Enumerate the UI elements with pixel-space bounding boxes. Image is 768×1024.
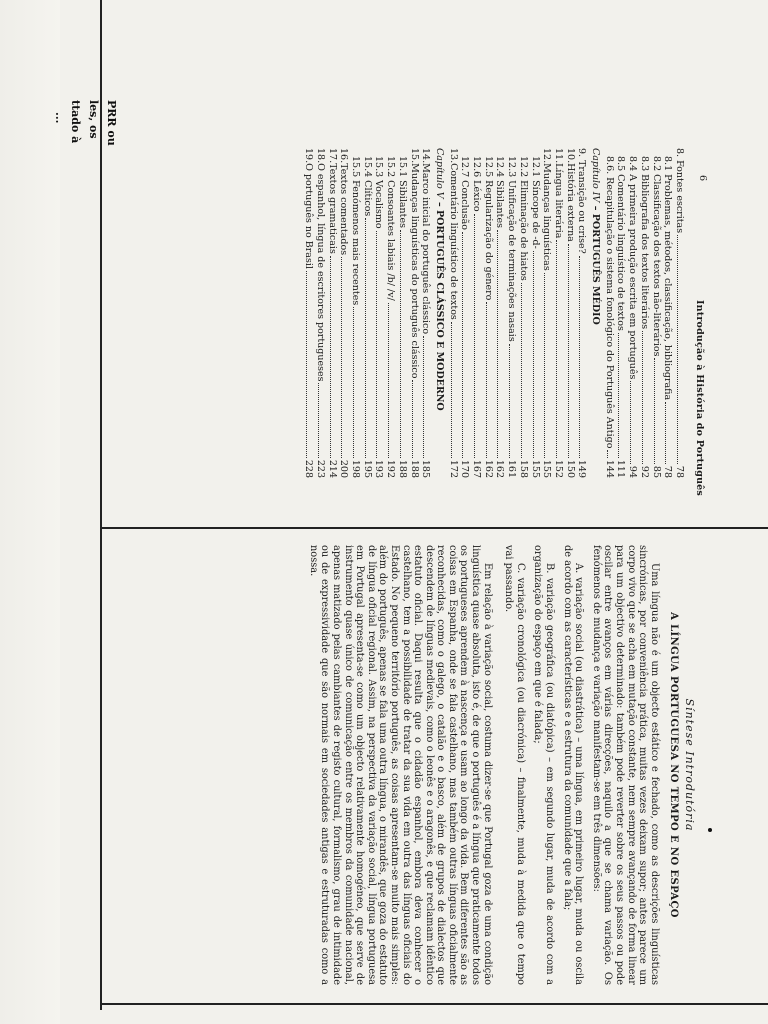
toc-entry xyxy=(505,148,517,478)
toc-entry-page: 228 xyxy=(303,459,315,478)
toc-leader-dots xyxy=(486,302,487,458)
toc-entry-label: 8.2 Classificação dos textos não-literários xyxy=(650,156,662,357)
toc-entry xyxy=(303,148,315,478)
toc-entry-label: 18.O espanhol, língua de escritores portugueses xyxy=(314,148,326,382)
toc-entry-label: 15.1 Sibilantes xyxy=(396,156,408,228)
toc-entry xyxy=(349,148,361,478)
toc-chapter-heading: Capítulo V – PORTUGUÊS CLÁSSICO E MODERNO xyxy=(433,148,445,411)
toc-entry-page: 170 xyxy=(459,459,471,478)
toc-leader-dots xyxy=(630,381,631,464)
toc-entry xyxy=(576,148,588,478)
toc-entry-page: 185 xyxy=(420,459,432,478)
toc-entry xyxy=(626,148,638,478)
adjacent-page-edge xyxy=(0,0,60,1024)
toc-entry-label: 12.Mudanças linguísticas xyxy=(541,148,553,271)
intro-paragraph: C. variação cronológica (ou diacrónica) – finalmente, muda à medida que o tempo vai passando. xyxy=(503,545,526,985)
running-head: Introdução à História do Português xyxy=(694,300,705,496)
toc-entry-label: 11.Língua literária xyxy=(552,148,564,239)
toc-leader-dots xyxy=(330,256,331,458)
toc-entry-page: 111 xyxy=(615,459,627,478)
toc-leader-dots xyxy=(509,344,510,458)
toc-entry xyxy=(384,148,396,478)
toc-entry-page: 188 xyxy=(396,459,408,478)
toc-leader-dots xyxy=(353,307,354,458)
toc-leader-dots xyxy=(568,244,569,458)
toc-leader-dots xyxy=(556,240,557,457)
toc-leader-dots xyxy=(579,256,580,458)
toc-entry-label: 9. Transição ou crise? xyxy=(576,148,588,254)
toc-entry xyxy=(564,148,576,478)
toc-leader-dots xyxy=(400,230,401,458)
toc-entry-label: 12.7 Conclusão xyxy=(459,156,471,231)
toc-entry-label: 8.4 A primeira produção escrita em português xyxy=(627,156,639,380)
toc-entry-page: 223 xyxy=(314,459,326,478)
toc-leader-dots xyxy=(607,450,608,457)
toc-entry xyxy=(338,148,350,478)
toc-entry-label: 15.Mudanças linguísticas do português clássico xyxy=(408,148,420,379)
toc-entry-label: 12.2 Eliminação de hiatos xyxy=(517,156,529,281)
toc-entry-page: 198 xyxy=(350,459,362,478)
toc-leader-dots xyxy=(654,358,655,463)
toc-leader-dots xyxy=(318,383,319,457)
toc-entry-label: 13.Comentário linguístico de textos xyxy=(447,148,459,320)
toc-entry xyxy=(494,148,506,478)
toc-entry xyxy=(662,148,674,478)
toc-entry-page: 78 xyxy=(662,465,674,478)
toc-leader-dots xyxy=(533,251,534,458)
toc-entry-label: 8. Fontes escritas xyxy=(674,148,685,234)
toc-entry xyxy=(396,148,408,478)
toc-entry-page: 162 xyxy=(482,459,494,478)
toc-entry xyxy=(447,148,459,478)
bleed-through-fragments xyxy=(53,100,150,180)
toc-entry-label: 14.Marco inicial do português clássico xyxy=(420,148,432,335)
toc-entry-label: 8.5 Comentário linguístico de textos xyxy=(615,156,627,331)
toc-entry-page: 155 xyxy=(541,459,553,478)
toc-entry-page: 92 xyxy=(638,465,650,478)
toc-entry xyxy=(459,148,471,478)
fragment-2: les, os xyxy=(87,100,100,139)
toc-entry-label: 8.1 Problemas, métodos, classificação, bibliografia xyxy=(662,156,674,401)
toc-leader-dots xyxy=(677,235,678,464)
spread-gutter-line xyxy=(100,527,768,529)
toc-entry xyxy=(517,148,529,478)
toc-leader-dots xyxy=(412,380,413,457)
toc-leader-dots xyxy=(474,214,475,458)
toc-leader-dots xyxy=(451,322,452,458)
fragment-3: ttado à xyxy=(69,100,82,144)
toc-leader-dots xyxy=(365,218,366,458)
toc-entry xyxy=(552,148,564,478)
toc-leader-dots xyxy=(544,273,545,458)
toc-entry-label: 15.3 Vocalismo xyxy=(373,156,385,229)
toc-entry-label: 16.Textos comentados xyxy=(338,148,350,256)
toc-entry-page: 167 xyxy=(471,459,483,478)
intro-heading-italic: Síntese Introdutória xyxy=(683,698,696,832)
toc-entry-page: 85 xyxy=(650,465,662,478)
intro-heading: A LÍNGUA PORTUGUESA NO TEMPO E NO ESPAÇO xyxy=(668,612,680,918)
toc-leader-dots xyxy=(521,283,522,458)
toc-entry-page: 172 xyxy=(447,459,459,478)
toc-entry xyxy=(650,148,662,478)
toc-entry-page: 162 xyxy=(494,459,506,478)
toc-entry-label: 12.5 Regularização do género xyxy=(482,156,494,301)
toc-entry xyxy=(326,148,338,478)
toc-entry-page: 94 xyxy=(627,465,639,478)
toc-entry xyxy=(615,148,627,478)
toc-chapter-heading: Capítulo IV – PORTUGUÊS MÉDIO xyxy=(590,148,602,325)
margin-mark xyxy=(708,828,712,832)
toc-entry-page: 188 xyxy=(408,459,420,478)
toc-leader-dots xyxy=(376,231,377,458)
toc-entry-label: 10.História externa xyxy=(564,148,576,242)
toc-entry-page: 192 xyxy=(385,459,397,478)
toc-entry-page: 78 xyxy=(674,465,685,478)
page-number: 6 xyxy=(697,175,708,182)
toc-entry-page: 155 xyxy=(529,459,541,478)
toc-entry-label: 12.3 Unificação de terminações nasais xyxy=(506,156,518,342)
toc-leader-dots xyxy=(423,336,424,458)
toc-entry xyxy=(603,148,615,478)
intro-page xyxy=(301,545,695,985)
toc-leader-dots xyxy=(388,303,389,458)
toc-entry-page: 161 xyxy=(506,459,518,478)
toc-leader-dots xyxy=(642,331,643,464)
toc-entry-page: 200 xyxy=(338,459,350,478)
toc-entry-label: 12.4 Sibilantes xyxy=(494,156,506,228)
toc-entry-label: 15.2 Consoantes labiais /b/ /v/ xyxy=(385,156,397,301)
toc-entry xyxy=(482,148,494,478)
intro-paragraph: B. variação geográfica (ou diatópica) – em segundo lugar, muda de acordo com a organização do espaço em que é falada; xyxy=(532,545,556,985)
toc-entry-page: 152 xyxy=(552,459,564,478)
toc-leader-dots xyxy=(462,232,463,458)
toc-entry-label: 8.6. Recapitulação o sistema fonológico do Português Antigo xyxy=(603,156,615,449)
toc-entry-label: 17.Textos gramaticais xyxy=(326,148,338,254)
toc-entry xyxy=(314,148,326,478)
toc-entry xyxy=(470,148,482,478)
toc-entry xyxy=(373,148,385,478)
toc-entry-page: 158 xyxy=(517,459,529,478)
toc-entry xyxy=(420,148,432,478)
toc-leader-dots xyxy=(306,271,307,458)
toc-entry xyxy=(529,148,541,478)
toc-entry-label: 12.1 Síncope de -d- xyxy=(529,156,541,249)
intro-paragraph: Em relação à variação social, costuma dizer-se que Portugal goza de uma condição linguística quase absoluta, isto é, de que o português é a língua que praticamente todos os portugueses aprendem à nascença e usam ao longo da vida. Bem diferentes são as coisas em Espanha, onde se fala castelhano, mas também outras línguas oficialmente reconhecidas, como o galego, o catalão e o basco, além de grupos de dialectos que descendem de línguas medievais, como o leonês e o aragonês, e que reclamam idêntico estatuto oficial. Daqui resulta que o cidadão espanhol, embora deva conhecer o castelhano, tem a possibilidade de tratar da sua vida em outra das línguas oficiais do Estado. No pequeno território português, as coisas apresentam-se muito mais simples: além do português, apenas se fala uma outra língua, o mirandês, que goza do estatuto de língua oficial regional. Assim, na perspectiva da variação social, língua portuguesa em Portugal apresenta-se como um objecto relativamente homogéneo, que serve de instrumento quase único de comunicação entre os membros da comunidade nacional, apenas matizado pelas cambiantes de registo cultural, formalismo, grau de intimidade ou de expressividade que são normais em sociedades antigas e estruturadas como a nossa. xyxy=(307,545,493,985)
page-bottom-line xyxy=(100,1003,768,1005)
toc-entry xyxy=(361,148,373,478)
toc-entry-page: 195 xyxy=(361,459,373,478)
toc-leader-dots xyxy=(341,257,342,458)
toc-entry xyxy=(541,148,553,478)
toc-entry-label: 15.4 Clíticos xyxy=(361,156,373,217)
intro-paragraph: A. variação social (ou diastrática) – uma língua, em primeiro lugar, muda ou oscila de acordo com as características e a estrutura da comunidade que a fala; xyxy=(561,545,585,985)
toc-entry-label: 19.O português no Brasil xyxy=(303,148,315,269)
toc-entry xyxy=(638,148,650,478)
toc-entry xyxy=(408,148,420,478)
toc-leader-dots xyxy=(665,402,666,464)
table-of-contents xyxy=(303,148,686,478)
intro-paragraph: Uma língua não é um objecto estático e fechado, como as descrições linguísticas sincrónicas, por conveniência prática, muitas vezes deixam supor; antes parece um corpo vivo que se acha em mutação constante, nem sempre avançando de forma linear para um objectivo determinado: também pode reverter sobre os seus passos ou pode oscilar entre avanços em várias direcções, naquilo a que se chama variação. Os fenómenos de mudança e variação manifestam-se em três dimensões: xyxy=(590,545,660,985)
toc-entry xyxy=(673,148,685,478)
toc-entry-label: 8.3 Bibliografia dos textos literários xyxy=(638,156,650,330)
toc-entry-page: 149 xyxy=(576,459,588,478)
toc-entry-page: 214 xyxy=(326,459,338,478)
toc-entry-label: 15.5 Fenómenos mais recentes xyxy=(350,156,362,306)
toc-entry-page: 144 xyxy=(603,459,615,478)
toc-entry-page: 193 xyxy=(373,459,385,478)
toc-leader-dots xyxy=(497,230,498,458)
toc-leader-dots xyxy=(618,333,619,458)
toc-entry-page: 150 xyxy=(564,459,576,478)
fragment-4: ... xyxy=(53,112,66,124)
page-left-line xyxy=(100,0,102,1010)
fragment-1: PRR ou xyxy=(105,100,118,146)
toc-entry-label: 12.6 Léxico xyxy=(471,156,483,212)
